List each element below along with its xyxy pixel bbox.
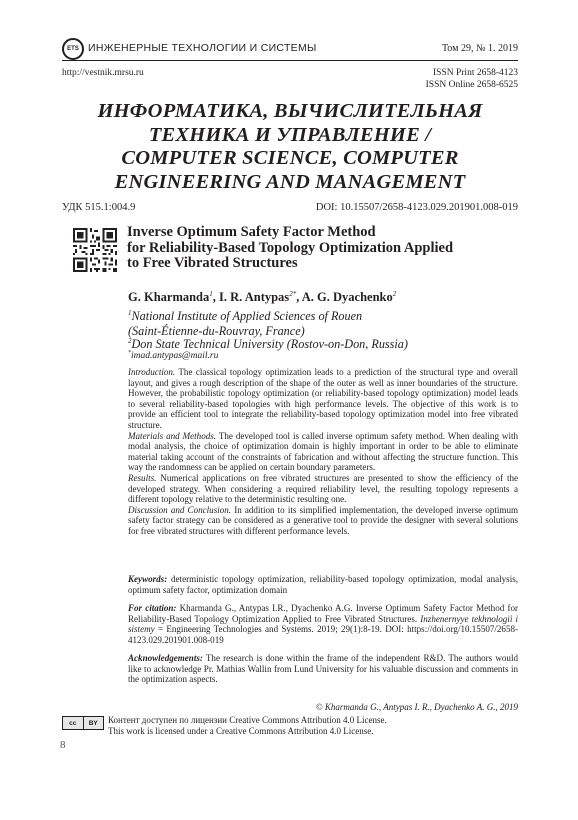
article-title-line: Inverse Optimum Safety Factor Method bbox=[127, 224, 376, 240]
abstract-label: Discussion and Conclusion. bbox=[128, 504, 232, 515]
affiliation-superscript: 2 bbox=[128, 337, 132, 345]
issue-info: Том 29, № 1. 2019 bbox=[441, 43, 518, 54]
page-number: 8 bbox=[60, 739, 66, 751]
section-title-line: ИНФОРМАТИКА, ВЫЧИСЛИТЕЛЬНАЯ bbox=[97, 100, 483, 122]
header-rule bbox=[62, 60, 518, 61]
author-name: A. G. Dyachenko bbox=[301, 290, 393, 305]
abstract-label: Materials and Methods. bbox=[128, 430, 217, 441]
citation-journal: Inzhenernyye tekhnologii i sistemy bbox=[128, 613, 518, 635]
cc-by-badge-icon[interactable] bbox=[62, 716, 104, 730]
issn-block bbox=[426, 68, 518, 91]
article-title-line: to Free Vibrated Structures bbox=[127, 255, 298, 271]
ack-label: Acknowledgements: bbox=[128, 653, 203, 663]
keywords-label: Keywords: bbox=[128, 574, 168, 584]
abstract-label: Introduction. bbox=[128, 367, 176, 377]
license-en: This work is licensed under a Creative Commons Attribution 4.0 License. bbox=[108, 725, 374, 736]
abstract-methods bbox=[128, 431, 518, 473]
abstract-text: The classical topology optimization leads to a prediction of the structural type and overall layout, and gives a rough description of the shape of the outer as well as inner boundaries of the structure. However, the probabilistic topology optimization (or reliability-based topology optimization) model leads to several reliability-based topologies with high performance levels. The objective of this work is to provide an efficient tool to integrate the reliability-based topology optimization model into free vibrated structure. bbox=[128, 367, 518, 430]
abstract-text: In addition to its simplified implementation, the developed inverse optimum safety factor strategy can be considered as a generative tool to provide the designer with several solutions for free vibrated structures with different performance levels. bbox=[128, 504, 519, 536]
journal-header bbox=[62, 40, 518, 60]
copyright: © Kharmanda G., Antypas I. R., Dyachenko A. G., 2019 bbox=[315, 702, 518, 712]
email-superscript: * bbox=[128, 350, 131, 356]
abstract-label: Results. bbox=[128, 472, 157, 483]
affiliation-superscript: 1 bbox=[128, 309, 132, 317]
acknowledgements bbox=[128, 653, 518, 685]
abstract-introduction bbox=[128, 367, 518, 431]
email-address[interactable]: imad.antypas@mail.ru bbox=[131, 351, 219, 362]
author-superscript: 1 bbox=[209, 290, 213, 298]
author-superscript: 2 bbox=[392, 290, 397, 298]
journal-url[interactable]: http://vestnik.mrsu.ru bbox=[62, 68, 144, 78]
ack-text: The research is done within the frame of the independent R&D. The authors would like to acknowledge Pr. Mathias Wallin from Lund University for his valuable discussion and comments in the optimization aspects. bbox=[128, 653, 518, 685]
section-title-line: ENGINEERING AND MANAGEMENT bbox=[114, 170, 466, 193]
affiliation-line: (Saint-Étienne-du-Rouvray, France) bbox=[128, 324, 305, 339]
abstract-results bbox=[128, 473, 518, 505]
journal-name: ИНЖЕНЕРНЫЕ ТЕХНОЛОГИИ И СИСТЕМЫ bbox=[88, 42, 317, 54]
by-icon: BY bbox=[88, 719, 98, 727]
keywords-text: deterministic topology optimization, reliability-based topology optimization, modal analysis, optimum safety factor, optimization domain bbox=[128, 574, 519, 595]
citation bbox=[128, 603, 518, 645]
citation-label: For citation: bbox=[128, 603, 177, 613]
affiliation-line: Don State Technical University (Rostov-on-Don, Russia) bbox=[131, 337, 408, 352]
section-title-line: COMPUTER SCIENCE, COMPUTER bbox=[121, 147, 459, 169]
citation-text[interactable]: = Engineering Technologies and Systems. 2019; 29(1):8-19. DOI: https://doi.org/10.15507/2658-4123.029.201901.008-019 bbox=[128, 624, 519, 645]
cc-icon: cc bbox=[63, 717, 84, 729]
abstract bbox=[128, 367, 518, 537]
author-name: I. R. Antypas bbox=[219, 290, 290, 305]
author-list: G. Kharmanda$^1$, I. R. Antypas$^{2*}$, A. G. Dyachenko$^2$ bbox=[128, 290, 397, 305]
article-title bbox=[127, 225, 527, 272]
author-superscript: 2* bbox=[289, 290, 297, 298]
author-name: G. Kharmanda bbox=[128, 290, 210, 305]
qr-code-icon bbox=[73, 228, 117, 272]
abstract-text: Numerical applications on free vibrated structures are presented to show the efficiency of the developed strategy. When considering a required reliability level, the resulting topology represents a different topology relative to the deterministic resulting one. bbox=[128, 472, 519, 505]
udk-code: УДК 515.1:004.9 bbox=[62, 202, 136, 213]
issn-print: ISSN Print 2658-4123 bbox=[433, 68, 518, 78]
license-ru: Контент доступен по лицензии Creative Commons Attribution 4.0 License. bbox=[108, 715, 387, 725]
affiliation-line: National Institute of Applied Sciences of Rouen bbox=[131, 309, 363, 324]
journal-logo: ETS bbox=[62, 38, 84, 60]
citation-text: Kharmanda G., Antypas I.R., Dyachenko A.G. Inverse Optimum Safety Factor Method for Reliability-Based Topology Optimization Applied to Free Vibrated Structures. bbox=[128, 603, 518, 624]
license-text bbox=[108, 715, 387, 736]
section-title-line: ТЕХНИКА И УПРАВЛЕНИЕ / bbox=[148, 123, 432, 146]
corresponding-email[interactable] bbox=[128, 350, 218, 361]
section-title bbox=[62, 100, 518, 194]
keywords bbox=[128, 574, 518, 595]
doi[interactable]: DOI: 10.15507/2658-4123.029.201901.008-019 bbox=[315, 202, 518, 213]
article-title-line: for Reliability-Based Topology Optimization Applied bbox=[127, 239, 454, 256]
abstract-discussion bbox=[128, 505, 518, 537]
issn-online: ISSN Online 2658-6525 bbox=[425, 79, 518, 90]
abstract-text: The developed tool is called inverse optimum safety method. When dealing with modal analysis, the choice of optimization domain is highly important in order to be able to eliminate material taking account of the constraints of fabrication and without affecting the structure function. This way the randomness can be applied on certain boundary parameters. bbox=[128, 430, 518, 473]
